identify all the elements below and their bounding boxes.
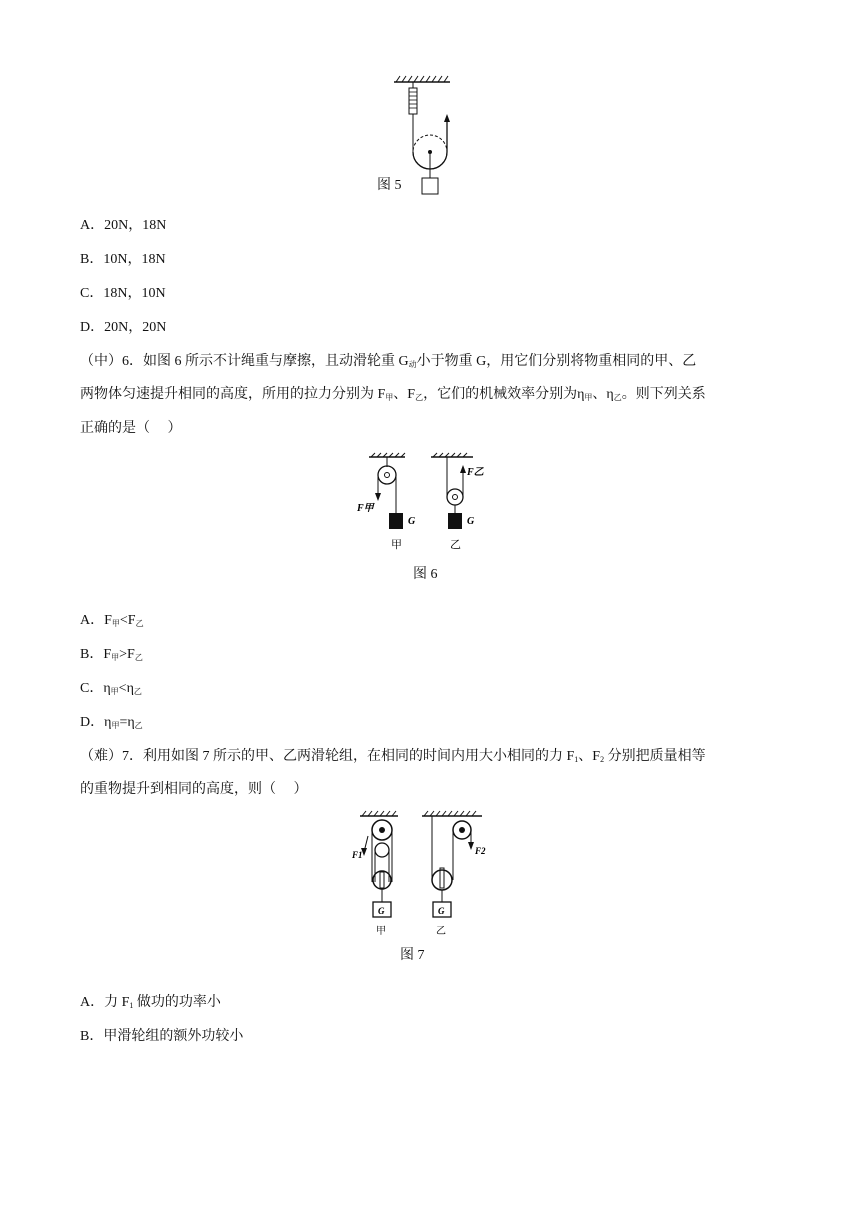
figure-7-caption: 图 7 xyxy=(400,948,425,963)
figure-6-caption: 图 6 xyxy=(413,567,438,582)
f-yi-label: F乙 xyxy=(467,467,484,478)
q7-stem-line-1: （难）7．利用如图 7 所示的甲、乙两滑轮组，在相同的时间内用大小相同的力 F1、F2 分别把质量相等 xyxy=(80,749,706,764)
yi-label: 乙 xyxy=(450,539,461,551)
q6-option-c: C．η甲<η乙 xyxy=(80,681,142,696)
jia-label-7: 甲 xyxy=(376,926,386,937)
q7-option-a: A．力 F1 做功的功率小 xyxy=(80,995,221,1010)
figure-5-caption: 图 5 xyxy=(377,178,402,193)
q6-option-d: D．η甲=η乙 xyxy=(80,715,143,730)
figure-7-diagram xyxy=(352,810,502,940)
g-label-jia: G xyxy=(378,906,385,916)
g-label-yi: G xyxy=(438,906,445,916)
q5-option-d: D．20N，20N xyxy=(80,320,167,335)
q6-stem-line-1: （中）6．如图 6 所示不计绳重与摩擦，且动滑轮重 G动小于物重 G，用它们分别将物重相同的甲、乙 xyxy=(80,354,697,369)
q6-stem-line-2: 两物体匀速提升相同的高度，所用的拉力分别为 F甲、F乙，它们的机械效率分别为η甲、η乙。则下列关系 xyxy=(80,387,706,402)
f2-label: F2 xyxy=(475,846,486,856)
g-label-right: G xyxy=(467,516,475,527)
f1-label: F1 xyxy=(352,850,363,860)
q5-option-b: B．10N，18N xyxy=(80,252,166,267)
jia-label: 甲 xyxy=(391,539,402,551)
q6-option-b: B．F甲>F乙 xyxy=(80,647,143,662)
q6-stem-line-3: 正确的是（ ） xyxy=(80,421,182,436)
q5-option-c: C．18N，10N xyxy=(80,286,166,301)
q7-option-b: B．甲滑轮组的额外功较小 xyxy=(80,1029,244,1044)
f-jia-label: F甲 xyxy=(357,503,374,514)
yi-label-7: 乙 xyxy=(436,926,446,937)
g-label-left: G xyxy=(408,516,416,527)
q6-option-a: A．F甲<F乙 xyxy=(80,613,144,628)
q7-stem-line-2: 的重物提升到相同的高度，则（ ） xyxy=(80,782,308,797)
figure-6-diagram xyxy=(355,453,505,553)
q5-option-a: A．20N，18N xyxy=(80,218,167,233)
